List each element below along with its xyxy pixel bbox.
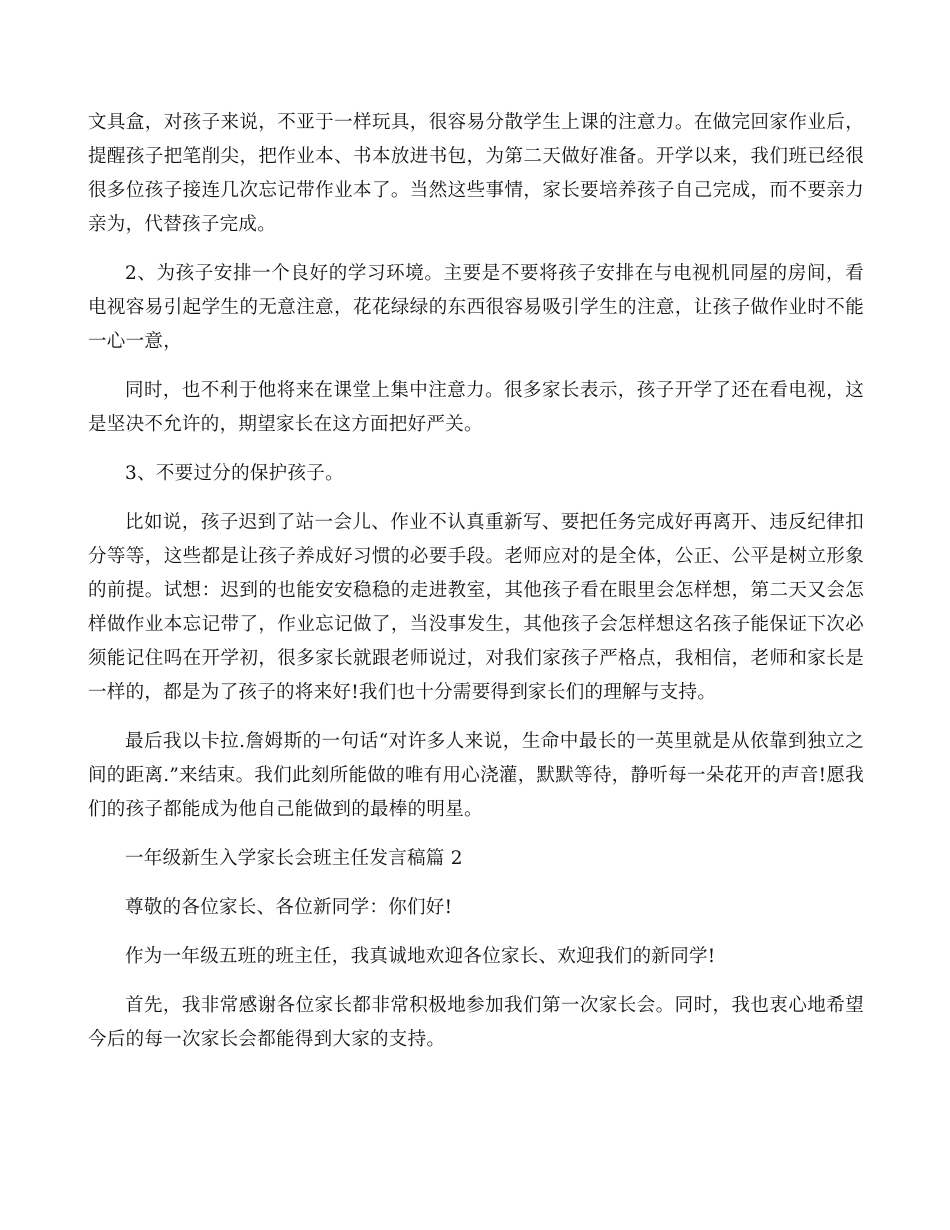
paragraph-closing: 最后我以卡拉.詹姆斯的一句话“对许多人来说，生命中最长的一英里就是从依靠到独立之间的距离.”来结束。我们此刻所能做的唯有用心浇灌，默默等待，静听每一朵花开的声音!愿我们的孩子都能成为他自己能做到的最棒的明星。 bbox=[88, 731, 864, 820]
paragraph-point-2: 2、为孩子安排一个良好的学习环境。主要是不要将孩子安排在与电视机同屋的房间，看电视容易引起学生的无意注意，花花绿绿的东西很容易吸引学生的注意，让孩子做作业时不能一心一意， bbox=[88, 263, 864, 352]
paragraph-continuation: 文具盒，对孩子来说，不亚于一样玩具，很容易分散学生上课的注意力。在做完回家作业后，提醒孩子把笔削尖，把作业本、书本放进书包，为第二天做好准备。开学以来，我们班已经很很多位孩子接连几次忘记带作业本了。当然这些事情，家长要培养孩子自己完成，而不要亲力亲为，代替孩子完成。 bbox=[88, 112, 864, 235]
section-heading: 一年级新生入学家长会班主任发言稿篇 2 bbox=[125, 848, 463, 869]
paragraph: 同时，也不利于他将来在课堂上集中注意力。很多家长表示，孩子开学了还在看电视，这是坚决不允许的，期望家长在这方面把好严关。 bbox=[88, 380, 864, 435]
paragraph: 比如说，孩子迟到了站一会儿、作业不认真重新写、要把任务完成好再离开、违反纪律扣分等等，这些都是让孩子养成好习惯的必要手段。老师应对的是全体，公正、公平是树立形象的前提。试想：迟到的也能安安稳稳的走进教室，其他孩子看在眼里会怎样想，第二天又会怎样做作业本忘记带了，作业忘记做了，当没事发生，其他孩子会怎样想这名孩子能保证下次必须能记住吗在开学初，很多家长就跟老师说过，对我们家孩子严格点，我相信，老师和家长是一样的，都是为了孩子的将来好!我们也十分需要得到家长们的理解与支持。 bbox=[88, 512, 864, 703]
greeting: 尊敬的各位家长、各位新同学：你们好! bbox=[125, 897, 453, 918]
paragraph: 作为一年级五班的班主任，我真诚地欢迎各位家长、欢迎我们的新同学! bbox=[125, 946, 716, 967]
document-body bbox=[88, 106, 864, 1072]
paragraph-point-3: 3、不要过分的保护孩子。 bbox=[125, 463, 344, 484]
paragraph: 首先，我非常感谢各位家长都非常积极地参加我们第一次家长会。同时，我也衷心地希望今后的每一次家长会都能得到大家的支持。 bbox=[88, 995, 864, 1050]
